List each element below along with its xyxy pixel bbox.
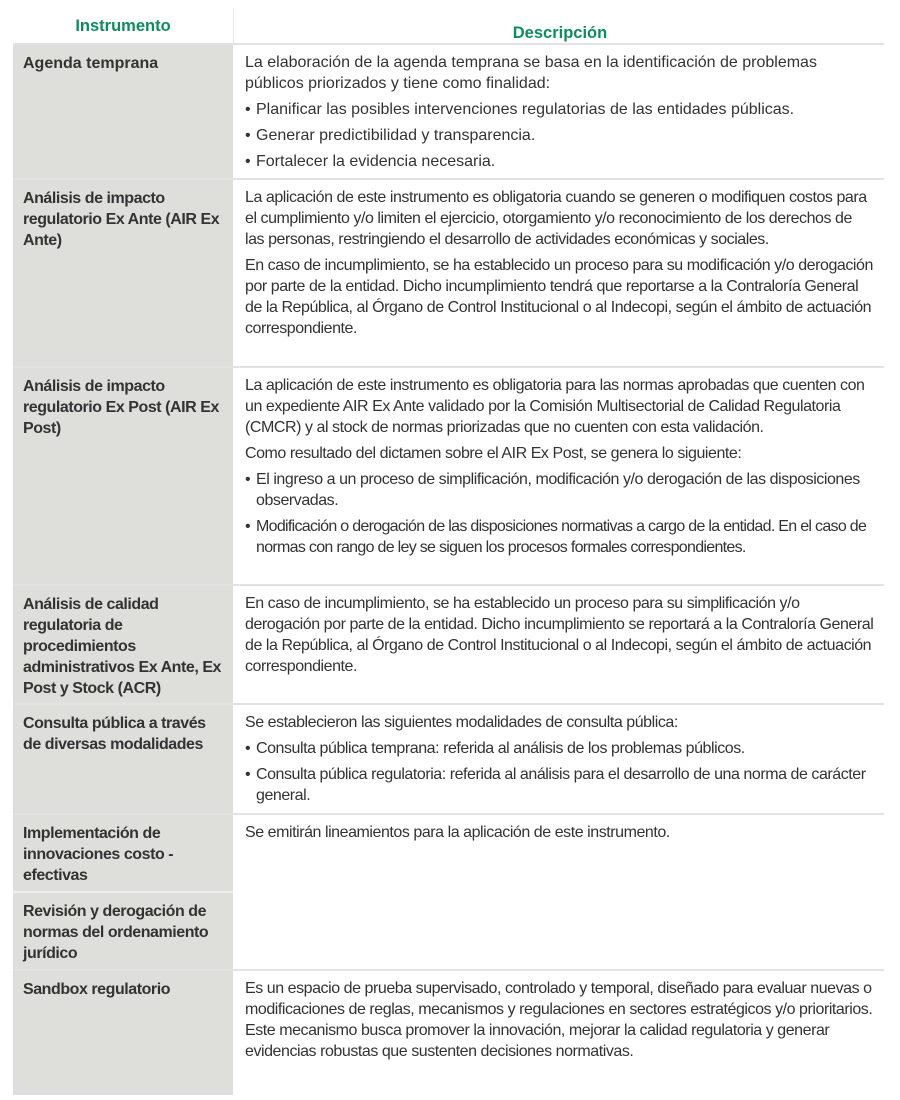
- table-header: [13, 9, 884, 45]
- description-cell: [233, 705, 884, 813]
- description-cell: [233, 971, 884, 1095]
- bullet-item: • Modificación o derogación de las disposiciones normativas a cargo de la entidad. En el caso de normas con rango de ley se siguen los procesos formales correspondientes.: [245, 518, 867, 556]
- bullet-item: • Generar predictibilidad y transparencia.: [245, 127, 536, 144]
- instrument-cell: [13, 45, 233, 178]
- header-instrumento: Instrumento: [75, 17, 171, 35]
- instrument-cell: [13, 586, 233, 703]
- description-paragraph: Es un espacio de prueba supervisado, controlado y temporal, diseñado para evaluar nuevas o modificaciones de reglas, mecanismos y regulaciones en sectores estratégicos y/o prioritarios. Este mecanismo busca promover la innovación, mejorar la calidad regulatoria y generar evidencias robustas que sustenten decisiones normativas.: [245, 980, 873, 1060]
- bullet-icon: •: [245, 153, 251, 170]
- table-row: [13, 45, 884, 180]
- instrument-label: Análisis de calidad regulatoria de procedimientos administrativos Ex Ante, Ex Post y Stock (ACR): [23, 596, 221, 697]
- description-paragraph: Se emitirán lineamientos para la aplicación de este instrumento.: [245, 824, 670, 841]
- description-paragraph: Se establecieron las siguientes modalidades de consulta pública:: [245, 714, 678, 731]
- bullet-icon: •: [245, 127, 251, 144]
- table-row: [13, 368, 884, 586]
- description-cell: [233, 180, 884, 366]
- description-cell: [233, 586, 884, 703]
- bullet-item: • Planificar las posibles intervenciones regulatorias de las entidades públicas.: [245, 101, 795, 118]
- bullet-icon: •: [245, 740, 251, 757]
- instrument-label: Revisión y derogación de normas del ordenamiento jurídico: [13, 891, 233, 974]
- table-row: [13, 586, 884, 705]
- bullet-icon: •: [245, 471, 251, 488]
- description-cell: [233, 368, 884, 584]
- instrument-cell: [13, 815, 233, 969]
- instrument-cell: [13, 971, 233, 1095]
- description-paragraph: En caso de incumplimiento, se ha establecido un proceso para su modificación y/o derogación por parte de la entidad. Dicho incumplimiento tendrá que reportarse a la Contraloría General de la República, al Órgano de Control Institucional o al Indecopi, según el ámbito de actuación correspondiente.: [245, 257, 873, 337]
- table-row: [13, 180, 884, 368]
- instruments-table: [13, 9, 884, 1095]
- description-paragraph: Como resultado del dictamen sobre el AIR Ex Post, se genera lo siguiente:: [245, 445, 742, 462]
- description-paragraph: La aplicación de este instrumento es obligatoria cuando se generen o modifiquen costos para el cumplimiento y/o limiten el ejercicio, otorgamiento y/o reconocimiento de los derechos de las personas, restringiendo el desarrollo de actividades económicas y sociales.: [245, 189, 867, 248]
- description-cell: [233, 45, 884, 178]
- bullet-item: • Consulta pública regulatoria: referida al análisis para el desarrollo de una norma de carácter general.: [245, 766, 866, 804]
- bullet-icon: •: [245, 766, 251, 783]
- table-row: [13, 705, 884, 815]
- description-cell: [233, 815, 884, 969]
- description-paragraph: La aplicación de este instrumento es obligatoria para las normas aprobadas que cuenten con un expediente AIR Ex Ante validado por la Comisión Multisectorial de Calidad Regulatoria (CMCR) y al stock de normas priorizadas que no cuenten con esta validación.: [245, 377, 865, 436]
- bullet-item: • Fortalecer la evidencia necesaria.: [245, 153, 496, 170]
- instrument-label: Sandbox regulatorio: [23, 981, 171, 998]
- instrument-cell: [13, 368, 233, 584]
- bullet-icon: •: [245, 518, 250, 535]
- header-descripcion: Descripción: [233, 9, 884, 43]
- instrument-label: Consulta pública a través de diversas modalidades: [23, 715, 206, 753]
- table-row: [13, 971, 884, 1095]
- bullet-item: • El ingreso a un proceso de simplificación, modificación y/o derogación de las disposiciones observadas.: [245, 471, 860, 509]
- instrument-cell: [13, 180, 233, 366]
- instrument-label: Análisis de impacto regulatorio Ex Ante (AIR Ex Ante): [23, 190, 220, 249]
- instrument-label: Análisis de impacto regulatorio Ex Post (AIR Ex Post): [23, 378, 219, 437]
- bullet-item: • Consulta pública temprana: referida al análisis de los problemas públicos.: [245, 740, 745, 757]
- description-paragraph: La elaboración de la agenda temprana se basa en la identificación de problemas públicos priorizados y tiene como finalidad:: [245, 54, 817, 92]
- bullet-icon: •: [245, 101, 251, 118]
- table-row: [13, 815, 884, 971]
- description-paragraph: En caso de incumplimiento, se ha establecido un proceso para su simplificación y/o derogación por parte de la entidad. Dicho incumplimiento se reportará a la Contraloría General de la República, al Órgano de Control Institucional o al Indecopi, según el ámbito de actuación correspondiente.: [245, 595, 874, 675]
- instrument-label: Agenda temprana: [23, 55, 159, 72]
- instrument-cell: [13, 705, 233, 813]
- instrument-label: Implementación de innovaciones costo - efectivas: [23, 825, 174, 884]
